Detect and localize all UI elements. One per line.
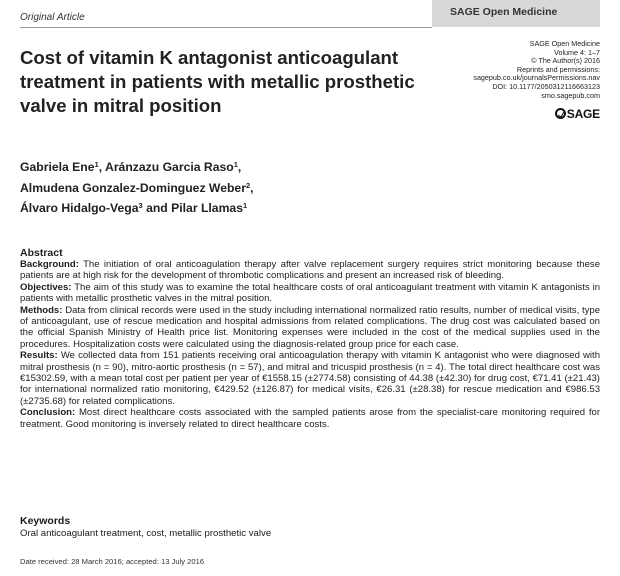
- section-label: Background:: [20, 259, 79, 270]
- meta-reprints: Reprints and permissions:: [516, 64, 600, 74]
- meta-permissions-link[interactable]: sagepub.co.uk/journalsPermissions.nav: [473, 73, 600, 83]
- author-name: Álvaro Hidalgo-Vega: [20, 201, 139, 215]
- abstract-methods: [20, 305, 600, 351]
- keywords-section: [20, 515, 271, 540]
- author-affiliation: 3: [138, 201, 143, 210]
- author-name: Aránzazu Garcia Raso: [105, 160, 234, 174]
- submission-dates: Date received: 28 March 2016; accepted: 13 July 2016: [20, 557, 205, 566]
- abstract-heading: Abstract: [20, 247, 63, 259]
- section-text: Most direct healthcare costs associated with the sampled patients arose from the specialist-care monitoring required for treatment. Good monitoring is inversely related to direct healthcare costs.: [20, 407, 601, 430]
- sage-logo-text: SAGE: [566, 107, 600, 121]
- abstract-objectives: [20, 282, 600, 305]
- section-label: Objectives:: [20, 281, 72, 293]
- meta-volume: Volume 4: 1–7: [554, 47, 600, 57]
- keywords-text: Oral anticoagulant treatment, cost, metallic prosthetic valve: [20, 528, 272, 539]
- author-affiliation: 1: [242, 201, 248, 210]
- meta-website[interactable]: smo.sagepub.com: [541, 90, 600, 100]
- sage-logo-icon: [555, 108, 566, 119]
- sage-logo: [555, 107, 600, 121]
- meta-journal: SAGE Open Medicine: [529, 39, 600, 48]
- author-affiliation: 1: [94, 160, 99, 169]
- meta-copyright: © The Author(s) 2016: [531, 56, 600, 66]
- article-type-label: Original Article: [20, 12, 85, 23]
- author-name: Pilar Llamas: [171, 201, 243, 215]
- abstract-conclusion: [20, 407, 600, 430]
- header-divider: [20, 27, 432, 28]
- abstract-results: [20, 350, 600, 407]
- article-title: Cost of vitamin K antagonist anticoagulant treatment in patients with metallic prosthetic valve in mitral position: [20, 47, 415, 116]
- author-name: Almudena Gonzalez-Dominguez Weber: [20, 180, 246, 195]
- journal-name-band: SAGE Open Medicine: [432, 0, 600, 27]
- section-text: Data from clinical records were used in the study including international normalized ratio results, number of medical visits, type of anticoagulant, use of rescue medication and hospital admissions from related complications. The drug cost was calculated based on the official Spanish Ministry of Health price list. Monitoring expenses were included in the cost of the medical supplies used in the procedures. Hospitalization costs were calculated using the diagnosis-related group price for each case.: [20, 304, 601, 350]
- author-affiliation: 1: [233, 160, 238, 169]
- abstract-section: [20, 247, 600, 430]
- section-label: Conclusion:: [20, 407, 76, 419]
- author-name: Gabriela Ene: [20, 160, 95, 174]
- author-affiliation: 2: [245, 180, 251, 190]
- section-label: Results:: [20, 350, 58, 362]
- section-text: The initiation of oral anticoagulation therapy after valve replacement surgery requires strict monitoring because these patients are at high risk for the development of thrombotic complications and present an increased risk of bleeding.: [20, 259, 600, 282]
- meta-doi[interactable]: DOI: 10.1177/2050312116663123: [492, 81, 600, 91]
- author-list: Gabriela Ene$^1$, Aránzazu Garcia Raso$^1$, Almudena Gonzalez-Dominguez Weber$^2$, Álvaro Hidalgo-Vega$^3$ and Pilar Llamas$^1$: [20, 160, 254, 215]
- section-text: The aim of this study was to examine the total healthcare costs of oral anticoagulant treatment with vitamin K antagonists in patients with metallic prosthetic valves in the mitral position.: [20, 281, 601, 305]
- keywords-heading: Keywords: [20, 515, 71, 527]
- section-label: Methods:: [20, 304, 63, 316]
- journal-metadata: [400, 40, 600, 100]
- abstract-background: [20, 259, 600, 282]
- section-text: We collected data from 151 patients receiving oral anticoagulation therapy with vitamin K antagonist who were diagnosed with mitral prosthesis (n = 90), mitro-aortic prosthesis (n = 57), and mitral and tricuspid prosthesis (n = 4). The total direct healthcare cost was €15302.59, with a mean total cost per patient per year of €1558.15 (±2774.58) consisting of 44.38 (±42.30) for drug cost, €71.41 (±21.43) for international normalized ratio monitoring, €429.52 (±126.87) for medical visits, €26.31 (±28.38) for rescue medication and €986.53 (±2735.68) for related complications.: [20, 350, 600, 407]
